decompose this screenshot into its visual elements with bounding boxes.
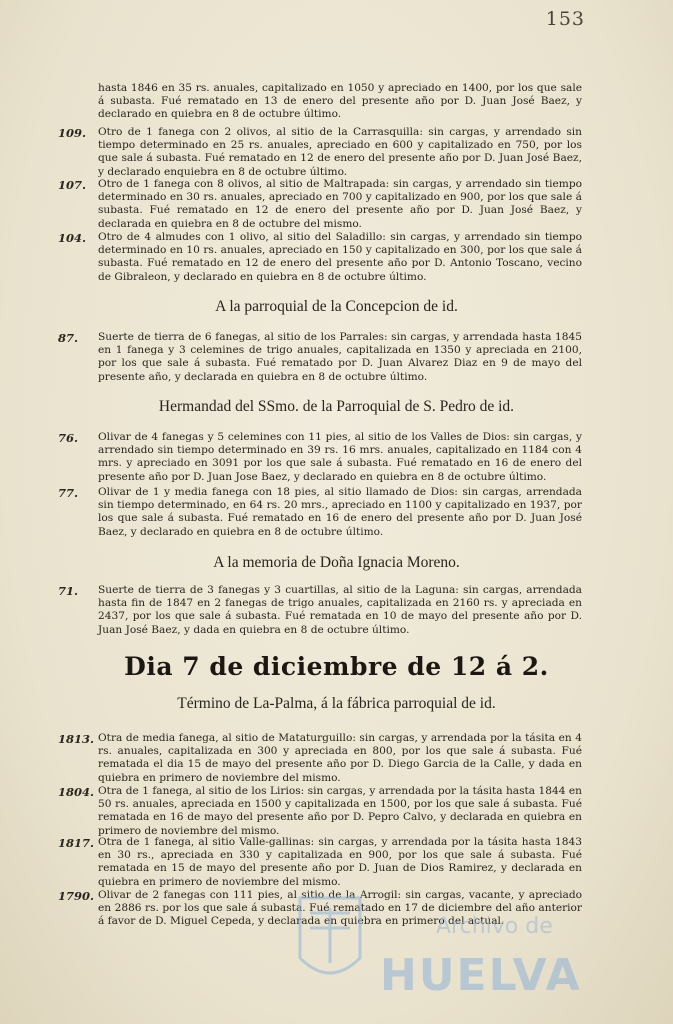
entry-text: Olivar de 1 y media fanega con 18 pies, al sitio llamado de Dios: sin cargas, arrendada sin tiempo determinado, en 64 rs. 20 mrs., apreciado en 1100 y capitalizado en 1937, por los que sale á subasta. Fué rematado en 16 de enero del presente año por D. Juan José Baez, y declarado en quiebra en 8 de octubre último. (98, 486, 582, 538)
entry-number: 107. (58, 178, 87, 192)
entry-104 (58, 231, 582, 284)
entry-number: 104. (58, 231, 87, 245)
entry-number: 1790. (58, 889, 95, 903)
entry-text: Otro de 1 fanega con 8 olivos, al sitio de Maltrapada: sin cargas, y arrendado sin tiempo determinado en 30 rs. anuales, apreciado en 700 y capitalizado en 900, por los que sale á subasta. Fué rematado en 12 de enero del presente año por D. Juan José Baez, y declarada en quiebra en 8 de octubre del mismo. (98, 178, 582, 230)
entry-text: Suerte de tierra de 3 fanegas y 3 cuartillas, al sitio de la Laguna: sin cargas, arrendada hasta fin de 1847 en 2 fanegas de trigo anuales, capitalizada en 2160 rs. y apreciada en 2437, por los que sale á subasta. Fué rematada en 10 de mayo del presente año por D. Juan José Baez, y dada en quiebra en 8 de octubre último. (98, 584, 582, 636)
entry-number: 1804. (58, 785, 95, 799)
entry-1813 (58, 732, 582, 785)
watermark-text-huelva: HUELVA (380, 950, 582, 1001)
entry-number: 1813. (58, 732, 95, 746)
entry-text: Otra de 1 fanega, al sitio de los Lirios: sin cargas, y arrendada por la tásita hasta 1844 en 50 rs. anuales, apreciada en 1500 y capitalizada en 1500, por los que sale á subasta. Fué rematada en 16 de mayo del presente año por D. Pepro Calvo, y declarada en quiebra en primero de noviembre del mismo. (98, 785, 582, 837)
entry-text: Olivar de 4 fanegas y 5 celemines con 11 pies, al sitio de los Valles de Dios: sin cargas, y arrendado sin tiempo determinado en 39 rs. 16 mrs. anuales, capitalizado en 1184 con 4 mrs. y apreciado en 3091 por los que sale á subasta. Fué rematado en 16 de enero del presente año por D. Juan Jose Baez, y declarado en quiebra en 8 de octubre último. (98, 431, 582, 483)
entry-109 (58, 126, 582, 179)
entry-number: 109. (58, 126, 87, 140)
entry-number: 87. (58, 331, 79, 345)
date-heading: Dia 7 de diciembre de 12 á 2. (124, 652, 549, 681)
folio-number: 153 (545, 8, 585, 30)
entry-number: 76. (58, 431, 79, 445)
entry-text: Otro de 4 almudes con 1 olivo, al sitio del Saladillo: sin cargas, y arrendado sin tiempo determinado en 10 rs. anuales, apreciado en 150 y capitalizado en 300, por los que sale á subasta. Fué rematado en 12 de enero del presente año por D. Antonio Toscano, vecino de Gibraleon, y declarado en quiebra en 8 de octubre último. (98, 231, 582, 283)
entry-71 (58, 584, 582, 637)
entry-77 (58, 486, 582, 539)
section-heading-concepcion: A la parroquial de la Concepcion de id. (215, 298, 458, 315)
entry-number: 71. (58, 584, 79, 598)
entry-number: 77. (58, 486, 79, 500)
section-heading-memoria: A la memoria de Doña Ignacia Moreno. (213, 554, 460, 571)
entry-87 (58, 331, 582, 384)
entry-text: Suerte de tierra de 6 fanegas, al sitio de los Parrales: sin cargas, y arrendada hasta 1845 en 1 fanega y 3 celemines de trigo anuales, capitalizada en 1350 y apreciada en 2100, por los que sale á subasta. Fué rematado por D. Juan Alvarez Diaz en 9 de mayo del presente año, y declarada en quiebra en 8 de octubre último. (98, 331, 582, 383)
entry-1817 (58, 836, 582, 889)
entry-text: Olivar de 2 fanegas con 111 pies, al sitio de la Arrogil: sin cargas, vacante, y apreciado en 2886 rs. por los que sale á subasta. Fué rematado en 17 de diciembre del año anterior á favor de D. Miguel Cepeda, y declarada en quiebra en primero del actual. (98, 889, 582, 928)
entry-continuation (58, 82, 582, 122)
watermark-text-archivo: Archivo de (436, 914, 553, 939)
entry-76 (58, 431, 582, 484)
entry-number: 1817. (58, 836, 95, 850)
entry-text: Otra de 1 fanega, al sitio Valle-gallinas: sin cargas, y arrendada por la tásita hasta 1843 en 30 rs., apreciada en 330 y capitalizada en 900, por los que sale á subasta. Fué rematada en 15 de mayo del presente año por D. Juan de Dios Ramirez, y declarada en quiebra en primero de noviembre del mismo. (98, 836, 582, 888)
entry-text: Otra de media fanega, al sitio de Mataturguillo: sin cargas, y arrendada por la tásita en 4 rs. anuales, capitalizada en 300 y apreciada en 800, por los que sale á subasta. Fué rematada el dia 15 de mayo del presente año por D. Diego Garcia de la Calle, y dada en quiebra en primero de noviembre del mismo. (98, 732, 582, 784)
entry-1804 (58, 785, 582, 838)
entry-text: hasta 1846 en 35 rs. anuales, capitalizado en 1050 y apreciado en 1400, por los que sale á subasta. Fué rematado en 13 de enero del presente año por D. Juan José Baez, y declarado en quiebra en 8 de octubre último. (98, 82, 582, 121)
entry-text: Otro de 1 fanega con 2 olivos, al sitio de la Carrasquilla: sin cargas, y arrendado sin tiempo determinado en 25 rs. anuales, apreciado en 600 y capitalizado en 750, por los que sale á subasta. Fué rematado en 12 de enero del presente año por D. Juan José Baez, y declarado enquiebra en 8 de octubre último. (98, 126, 582, 178)
entry-107 (58, 178, 582, 231)
section-heading-hermandad: Hermandad del SSmo. de la Parroquial de S. Pedro de id. (158, 398, 515, 415)
section-heading-palma: Término de La-Palma, á la fábrica parroquial de id. (177, 695, 496, 712)
